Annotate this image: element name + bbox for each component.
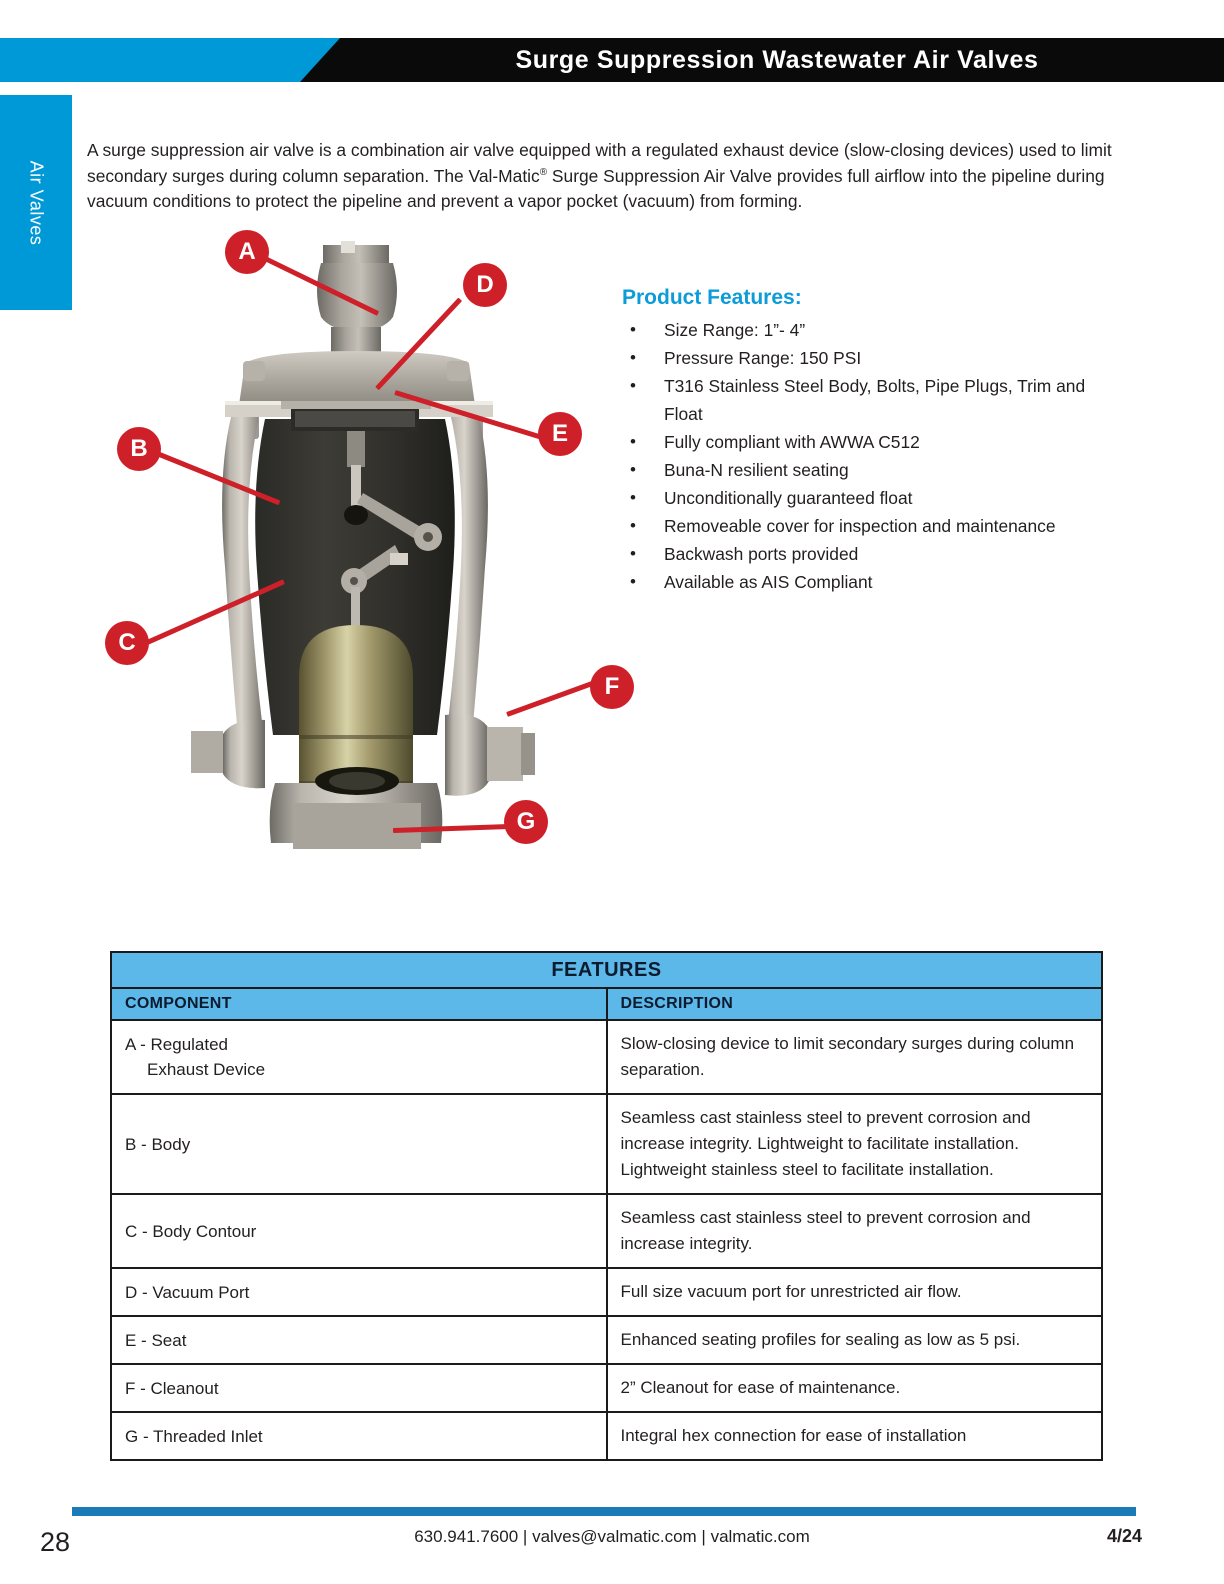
section-tab-air-valves <box>0 95 72 310</box>
page-header <box>0 38 1224 82</box>
component-cell <box>111 1020 607 1094</box>
column-header-description: DESCRIPTION <box>607 988 1103 1020</box>
feature-text: Buna-N resilient seating <box>664 460 849 480</box>
footer-revision: 4/24 <box>1106 1526 1142 1546</box>
description-cell: Slow-closing device to limit secondary surges during column separation. <box>607 1020 1103 1094</box>
description-cell: Seamless cast stainless steel to prevent corrosion and increase integrity. Lightweight to facilitate installation. Lightweight stainless steel to facilitate installation. <box>607 1094 1103 1194</box>
registered-trademark-symbol: ® <box>539 167 548 179</box>
table-row <box>111 1020 1102 1094</box>
description-cell: Enhanced seating profiles for sealing as low as 5 psi. <box>607 1316 1103 1364</box>
valve-cutaway-photo <box>95 215 615 895</box>
list-item <box>622 372 1122 428</box>
feature-text: Fully compliant with AWWA C512 <box>664 432 920 452</box>
description-cell: Full size vacuum port for unrestricted air flow. <box>607 1268 1103 1316</box>
table-row <box>111 1268 1102 1316</box>
bullet-glyph: • <box>630 376 636 395</box>
feature-text: Size Range: 1”- 4” <box>664 320 806 340</box>
feature-text: Removeable cover for inspection and maintenance <box>664 516 1056 536</box>
feature-text: T316 Stainless Steel Body, Bolts, Pipe Plugs, Trim and Float <box>664 376 1086 424</box>
component-label-line1: A - Regulated <box>125 1035 229 1054</box>
list-item <box>622 428 1122 456</box>
component-cell: C - Body Contour <box>111 1194 607 1268</box>
list-item <box>622 456 1122 484</box>
list-item <box>622 344 1122 372</box>
table-title-row <box>111 952 1102 988</box>
footer-rule <box>72 1507 1136 1516</box>
component-cell: G - Threaded Inlet <box>111 1412 607 1460</box>
table-row <box>111 1412 1102 1460</box>
bullet-glyph: • <box>630 460 636 479</box>
bullet-glyph: • <box>630 320 636 339</box>
callout-marker-a: A <box>225 230 269 274</box>
table-row <box>111 1094 1102 1194</box>
component-cell: E - Seat <box>111 1316 607 1364</box>
bullet-glyph: • <box>630 348 636 367</box>
bullet-glyph: • <box>630 488 636 507</box>
feature-text: Pressure Range: 150 PSI <box>664 348 862 368</box>
callout-marker-d: D <box>463 263 507 307</box>
feature-text: Unconditionally guaranteed float <box>664 488 913 508</box>
component-cell: D - Vacuum Port <box>111 1268 607 1316</box>
list-item <box>622 540 1122 568</box>
component-cell: B - Body <box>111 1094 607 1194</box>
callout-marker-g: G <box>504 800 548 844</box>
table-row <box>111 1316 1102 1364</box>
feature-text: Available as AIS Compliant <box>664 572 873 592</box>
product-figure <box>95 215 620 895</box>
description-cell: Integral hex connection for ease of installation <box>607 1412 1103 1460</box>
callout-marker-e: E <box>538 412 582 456</box>
component-cell: F - Cleanout <box>111 1364 607 1412</box>
header-blue-wedge <box>0 38 340 82</box>
table-row <box>111 1194 1102 1268</box>
page-title: Surge Suppression Wastewater Air Valves <box>515 46 1039 74</box>
callout-marker-c: C <box>105 621 149 665</box>
component-label-line2: Exhaust Device <box>147 1060 266 1079</box>
list-item <box>622 316 1122 344</box>
footer-contact-info: 630.941.7600 | valves@valmatic.com | valmatic.com <box>414 1527 810 1546</box>
bullet-glyph: • <box>630 572 636 591</box>
intro-paragraph <box>87 138 1137 215</box>
bullet-glyph: • <box>630 544 636 563</box>
intro-text-part1: A surge suppression air valve is a combination air valve equipped with a regulated exhaust device (slow-closing devices) used to limit secondary surges during column separation. The Val-Matic <box>87 140 1112 186</box>
description-cell: Seamless cast stainless steel to prevent corrosion and increase integrity. <box>607 1194 1103 1268</box>
table-header-row <box>111 988 1102 1020</box>
feature-text: Backwash ports provided <box>664 544 859 564</box>
callout-marker-b: B <box>117 427 161 471</box>
table-row <box>111 1364 1102 1412</box>
product-features-list <box>622 316 1122 596</box>
page-number: 28 <box>40 1527 71 1557</box>
features-table-title: FEATURES <box>111 952 1102 988</box>
list-item <box>622 568 1122 596</box>
section-tab-label: Air Valves <box>26 160 47 245</box>
list-item <box>622 512 1122 540</box>
product-features-block <box>622 286 1122 596</box>
description-cell: 2” Cleanout for ease of maintenance. <box>607 1364 1103 1412</box>
callout-marker-f: F <box>590 665 634 709</box>
features-table <box>110 951 1103 1461</box>
bullet-glyph: • <box>630 432 636 451</box>
column-header-component: COMPONENT <box>111 988 607 1020</box>
list-item <box>622 484 1122 512</box>
product-features-heading: Product Features: <box>622 286 802 309</box>
intro-text-part2: Surge Suppression Air Valve provides full airflow into the pipeline during vacuum conditions to protect the pipeline and prevent a vapor pocket (vacuum) from forming. <box>87 165 1105 212</box>
bullet-glyph: • <box>630 516 636 535</box>
